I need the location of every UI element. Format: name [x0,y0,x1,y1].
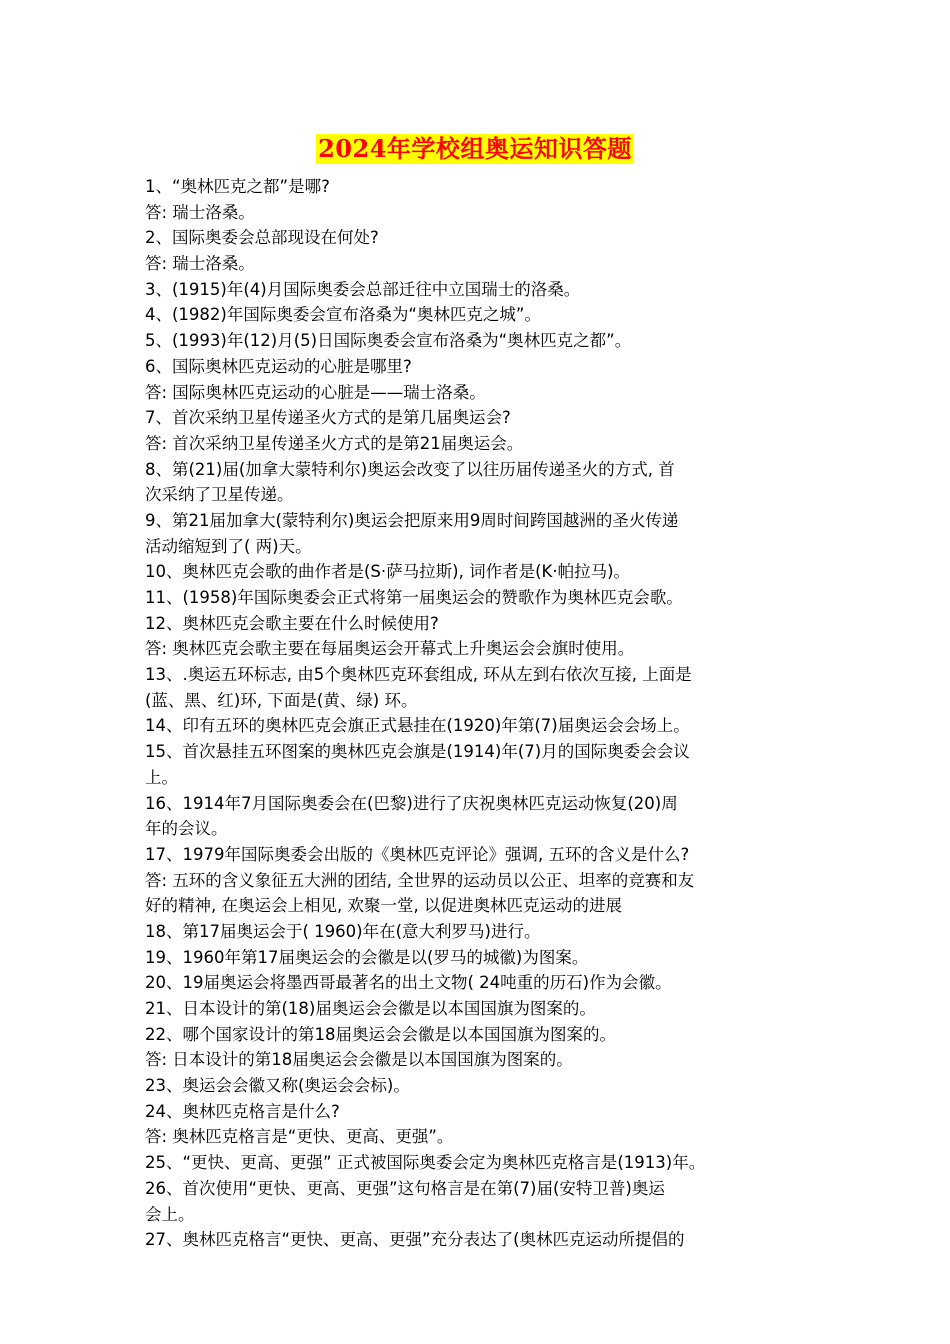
text-line: 14、印有五环的奥林匹克会旗正式悬挂在(1920)年第(7)届奥运会会场上。 [145,716,690,736]
text-line: 9、第21届加拿大(蒙特利尔)奥运会把原来用9周时间跨国越洲的圣火传递 [145,510,679,530]
text-line: 10、奥林匹克会歌的曲作者是(S·萨马拉斯), 词作者是(K·帕拉马)。 [145,562,631,582]
text-line: 答: 日本设计的第18届奥运会会徽是以本国国旗为图案的。 [145,1050,573,1070]
text-line: 7、首次采纳卫星传递圣火方式的是第几届奥运会? [145,408,511,428]
text-line: 16、1914年7月国际奥委会在(巴黎)进行了庆祝奥林匹克运动恢复(20)周 [145,793,678,813]
text-line: 17、1979年国际奥委会出版的《奥林匹克评论》强调, 五环的含义是什么? [145,844,690,864]
text-line: 21、日本设计的第(18)届奥运会会徽是以本国国旗为图案的。 [145,999,596,1018]
text-line: 13、.奥运五环标志, 由5个奥林匹克环套组成, 环从左到右依次互接, 上面是 [145,665,692,685]
text-line: 答: 奥林匹克会歌主要在每届奥运会开幕式上升奥运会会旗时使用。 [145,639,635,659]
text-line: 11、(1958)年国际奥委会正式将第一届奥运会的赞歌作为奥林匹克会歌。 [145,588,683,607]
document-body [145,174,813,1253]
text-line: 活动缩短到了( 两)天。 [145,536,312,556]
text-line: 8、第(21)届(加拿大蒙特利尔)奥运会改变了以往历届传递圣火的方式, 首 [145,459,675,479]
document-title: 2024年学校组奥运知识答题 [318,134,632,163]
text-line: 2、国际奥委会总部现设在何处? [145,228,379,248]
text-line: 12、奥林匹克会歌主要在什么时候使用? [145,613,439,633]
text-line: 1、“奥林匹克之都”是哪? [145,177,330,196]
text-line: (蓝、黑、红)环, 下面是(黄、绿) 环。 [145,690,418,710]
text-line: 答: 奥林匹克格言是“更快、更高、更强”。 [145,1127,454,1147]
text-line: 6、国际奥林匹克运动的心脏是哪里? [145,356,412,376]
text-line: 好的精神, 在奥运会上相见, 欢聚一堂, 以促进奥林匹克运动的进展 [145,896,622,916]
text-line: 25、“更快、更高、更强” 正式被国际奥委会定为奥林匹克格言是(1913)年。 [145,1153,706,1173]
text-line: 会上。 [145,1204,195,1224]
title-container [0,134,950,164]
text-line: 15、首次悬挂五环图案的奥林匹克会旗是(1914)年(7)月的国际奥委会会议 [145,742,690,762]
text-line: 22、哪个国家设计的第18届奥运会会徽是以本国国旗为图案的。 [145,1024,616,1044]
text-line: 答: 首次采纳卫星传递圣火方式的是第21届奥运会。 [145,433,524,453]
text-line: 27、奥林匹克格言“更快、更高、更强”充分表达了(奥林匹克运动所提倡的 [145,1230,685,1250]
text-line: 18、第17届奥运会于( 1960)年在(意大利罗马)进行。 [145,921,541,941]
text-line: 上。 [145,767,178,787]
text-line: 答: 瑞士洛桑。 [145,202,255,222]
text-line: 26、首次使用“更快、更高、更强”这句格言是在第(7)届(安特卫普)奥运 [145,1178,665,1198]
text-line: 答: 国际奥林匹克运动的心脏是——瑞士洛桑。 [145,382,486,402]
text-line: 3、(1915)年(4)月国际奥委会总部迁往中立国瑞士的洛桑。 [145,279,581,299]
text-line: 4、(1982)年国际奥委会宣布洛桑为“奥林匹克之城”。 [145,305,541,325]
text-line: 5、(1993)年(12)月(5)日国际奥委会宣布洛桑为“奥林匹克之都”。 [145,331,632,351]
text-line: 19、1960年第17届奥运会的会徽是以(罗马的城徽)为图案。 [145,947,589,967]
text-line: 24、奥林匹克格言是什么? [145,1101,340,1121]
text-line: 次采纳了卫星传递。 [145,485,294,505]
text-line: 年的会议。 [145,819,228,839]
text-line: 20、19届奥运会将墨西哥最著名的出土文物( 24吨重的历石)作为会徽。 [145,973,672,993]
text-line: 答: 瑞士洛桑。 [145,254,255,274]
text-line: 23、奥运会会徽又称(奥运会会标)。 [145,1076,410,1096]
text-line: 答: 五环的含义象征五大洲的团结, 全世界的运动员以公正、坦率的竞赛和友 [145,870,695,890]
